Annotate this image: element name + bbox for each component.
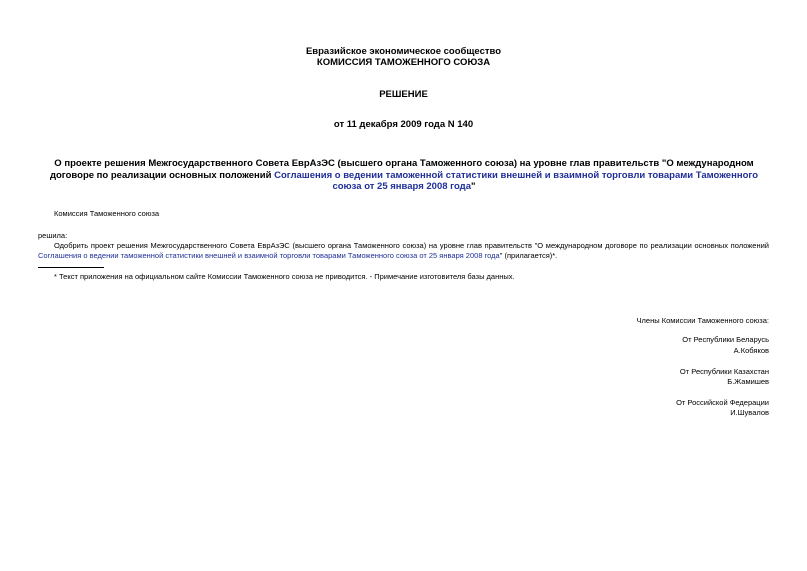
footnote-divider xyxy=(38,267,104,268)
commission-label: Комиссия Таможенного союза xyxy=(54,209,160,218)
signatory-country: От Республики Казахстан xyxy=(679,367,769,376)
decision-paragraph xyxy=(38,241,769,260)
footnote: * Текст приложения на официальном сайте Комиссии Таможенного союза не приводится. - Примечание изготовителя базы данных. xyxy=(54,272,515,281)
organization-name: Евразийское экономическое сообщество xyxy=(305,46,502,57)
signatory-name: И.Шувалов xyxy=(730,408,769,417)
signatory-country: От Республики Беларусь xyxy=(682,335,769,344)
title-suffix: " xyxy=(471,181,476,192)
agreement-link-title[interactable]: Соглашения о ведении таможенной статистики внешней и взаимной торговли товарами Таможенного союза от 25 января 2008 года xyxy=(274,169,759,192)
agreement-link-body[interactable]: Соглашения о ведении таможенной статистики внешней и взаимной торговли товарами Таможенного союза от 25 января 2008 года xyxy=(38,250,500,260)
signatory-name: Б.Жамишев xyxy=(727,377,769,386)
signatory-country: От Российской Федерации xyxy=(676,398,769,407)
title-text: О проекте решения Межгосударственного Совета ЕврАзЭС (высшего органа Таможенного союза) на уровне глав правительств "О международном договоре по реализации основных положений xyxy=(49,158,754,181)
document-date-number: от 11 декабря 2009 года N 140 xyxy=(333,119,474,130)
signatory-name: А.Кобяков xyxy=(733,346,769,355)
paragraph-text: Одобрить проект решения Межгосударственного Совета ЕврАзЭС (высшего органа Таможенного союза) на уровне глав правительств "О международном договоре по реализации основных положений xyxy=(54,241,769,250)
resolved-label: решила: xyxy=(38,231,68,240)
document-title xyxy=(44,158,764,193)
paragraph-suffix: " (прилагается)*. xyxy=(499,250,558,260)
signatures-heading: Члены Комиссии Таможенного союза: xyxy=(636,316,769,325)
commission-name: КОМИССИЯ ТАМОЖЕННОГО СОЮЗА xyxy=(316,57,491,68)
document-type: РЕШЕНИЕ xyxy=(379,89,428,100)
